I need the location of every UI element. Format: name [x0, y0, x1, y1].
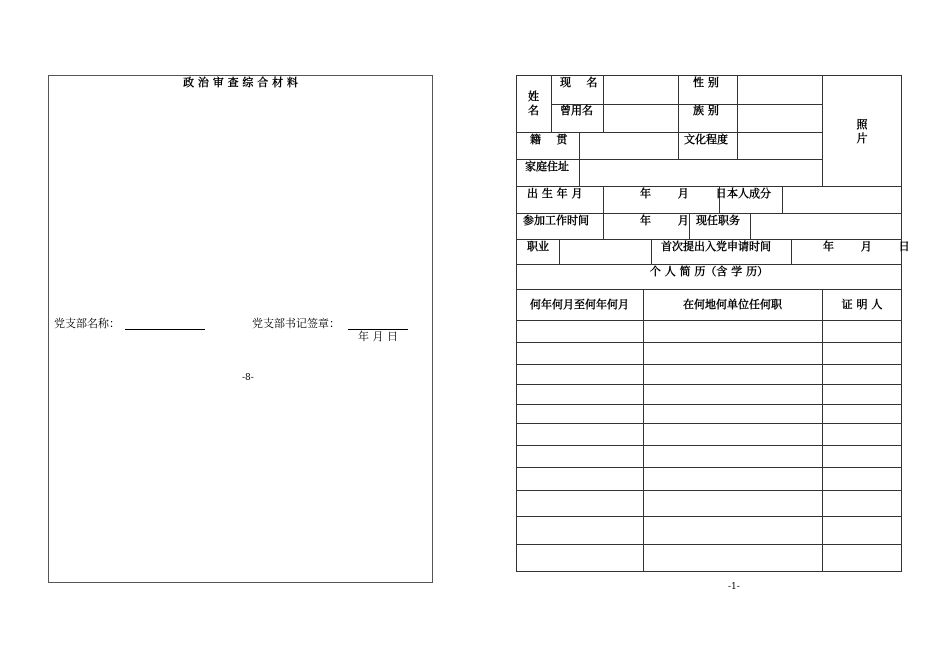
branch-name-label: 党支部名称：: [54, 317, 120, 330]
personal-status-label: 本人成分: [727, 187, 771, 200]
birth-date-label: 出 生 年 月: [527, 187, 583, 200]
ethnicity-label: 族 别: [693, 104, 719, 117]
page-number-left: -8-: [242, 373, 254, 383]
form-title: 政 治 审 查 综 合 材 料: [183, 76, 298, 89]
resume-header-position: 在何地何单位任何职: [683, 298, 782, 311]
name-label: 姓 名: [528, 90, 539, 117]
resume-header-witness: 证 明 人: [841, 298, 883, 311]
home-address-label: 家庭住址: [525, 160, 569, 173]
education-label: 文化程度: [684, 133, 728, 146]
work-start-label: 参加工作时间: [523, 214, 589, 227]
birth-date-value: 年 月 日: [640, 187, 727, 200]
page-number-right: -1-: [728, 582, 740, 592]
secretary-sign-label: 党支部书记签章：: [252, 317, 340, 330]
occupation-label: 职业: [527, 240, 549, 253]
current-name-label: 现 名: [560, 76, 598, 89]
work-start-value: 年 月: [640, 214, 689, 227]
former-name-label: 曾用名: [560, 104, 593, 117]
native-place-label: 籍 贯: [530, 133, 568, 146]
photo-label: 照 片: [856, 118, 868, 145]
resume-title: 个 人 简 历（含 学 历）: [649, 265, 769, 278]
first-application-label: 首次提出入党申请时间: [661, 240, 771, 253]
current-position-label: 现任职务: [696, 214, 740, 227]
first-application-value: 年 月 日: [823, 240, 910, 253]
gender-label: 性 别: [693, 76, 719, 89]
resume-header-period: 何年何月至何年何月: [530, 298, 629, 311]
sign-date: 年 月 日: [358, 330, 398, 343]
